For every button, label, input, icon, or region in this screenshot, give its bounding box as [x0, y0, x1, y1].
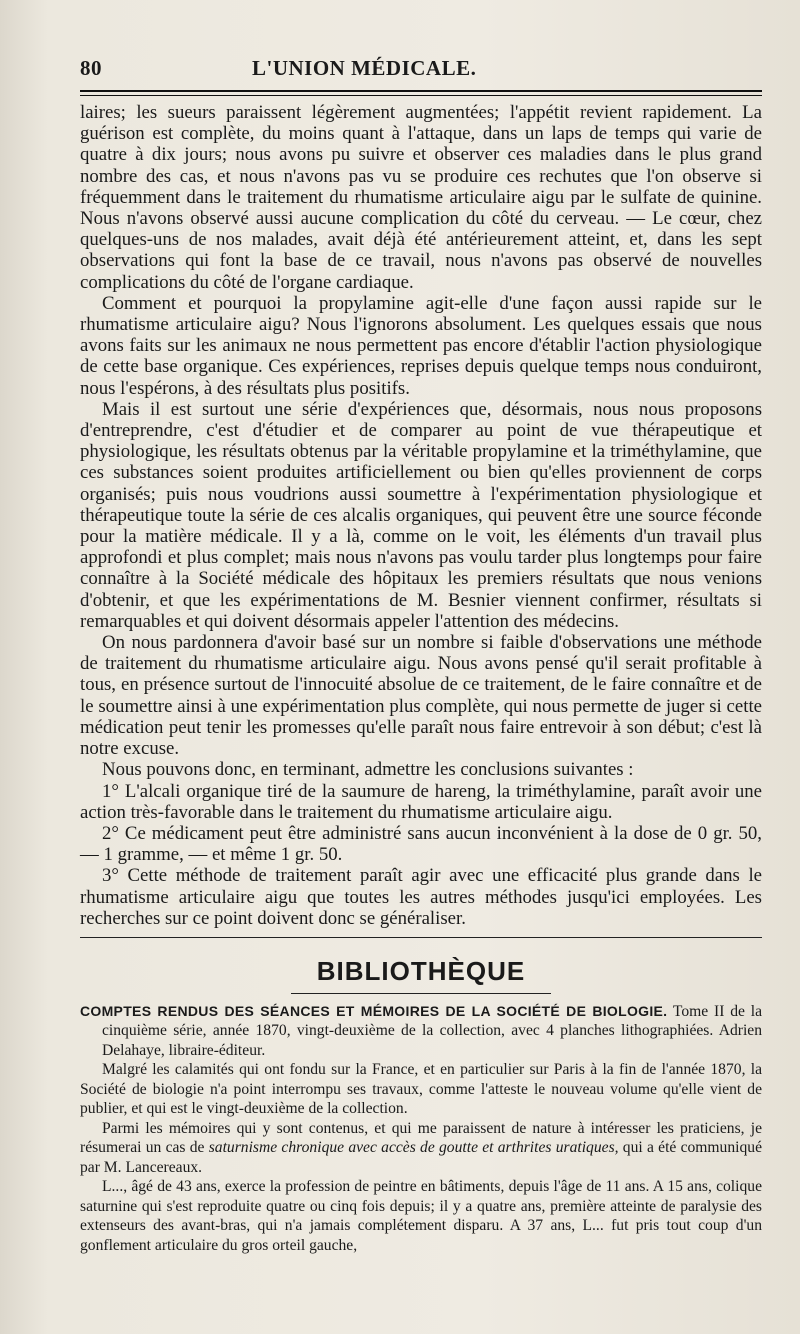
- conclusion-item: 2° Ce médicament peut être administré sans aucun inconvénient à la dose de 0 gr. 50, — 1 gramme, — et même 1 gr. 50.: [80, 822, 762, 866]
- review-text: Parmi les mémoires qui y sont contenus, et qui me paraissent de nature à intéresser les praticiens, je résumerai un cas de: [80, 1119, 762, 1157]
- book-reference: [80, 1002, 762, 1061]
- article-paragraph: Comment et pourquoi la propylamine agit-elle d'une façon aussi rapide sur le rhumatisme articulaire aigu? Nous l'ignorons absolument. Les quelques essais que nous avons faits sur les animaux ne nous permettent pas encore d'établir l'action physiologique de cette base organique. Ces expériences, reprises depuis quelque temps nous conduiront, nous l'espérons, à des résultats plus positifs.: [80, 292, 762, 399]
- bibliotheque-body: [80, 1002, 762, 1256]
- journal-title: L'UNION MÉDICALE.: [252, 56, 477, 80]
- review-paragraph: Malgré les calamités qui ont fondu sur la France, et en particulier sur Paris à la fin de l'année 1870, la Société de biologie n'a point interrompu ses travaux, comme l'atteste le nouveau volume qu'elle vient de publier, et qui est le vingt-deuxième de la collection.: [80, 1061, 762, 1118]
- review-paragraph: [80, 1119, 762, 1178]
- article-paragraph: On nous pardonnera d'avoir basé sur un nombre si faible d'observations une méthode de traitement du rhumatisme articulaire aigu. Nous avons pensé qu'il serait profitable à tous, en présence surtout de l'innocuité absolue de ce traitement, de le faire connaître et de le soumettre ainsi à une expérimentation plus complète, qui nous permette de juger si cette médication peut tenir les promesses qu'elle paraît nous faire entrevoir à son début; c'est là notre excuse.: [80, 632, 762, 760]
- section-heading: BIBLIOTHÈQUE: [316, 955, 526, 986]
- case-title: saturnisme chronique avec accès de goutte et arthrites uratiques,: [208, 1139, 619, 1157]
- conclusion-item: 3° Cette méthode de traitement paraît agir avec une efficacité plus grande dans le rhumatisme articulaire aigu que toutes les autres méthodes jusqu'ici employées. Les recherches sur ce point doivent donc se généraliser.: [80, 865, 762, 929]
- conclusion-item: 1° L'alcali organique tiré de la saumure de hareng, la triméthylamine, paraît avoir une action très-favorable dans le traitement du rhumatisme articulaire aigu.: [80, 780, 762, 823]
- running-header: [80, 56, 762, 86]
- article-body: [80, 102, 762, 929]
- review-paragraph: L..., âgé de 43 ans, exerce la profession de peintre en bâtiments, depuis l'âge de 11 ans. A 15 ans, colique saturnine qui s'est reproduite quatre ou cinq fois depuis; il y a quatre ans, première atteinte de paralysie des extenseurs des avant-bras, qui n'a jamais complétement disparu. A 37 ans, L... fut pris tout coup d'un gonflement articulaire du gros orteil gauche,: [80, 1178, 762, 1254]
- reference-title: COMPTES RENDUS DES SÉANCES ET MÉMOIRES DE LA SOCIÉTÉ DE BIOLOGIE.: [80, 1002, 668, 1019]
- article-paragraph: laires; les sueurs paraissent légèrement augmentées; l'appétit revient rapidement. La guérison est complète, du moins quant à l'attaque, dans un laps de temps qui varie de quatre à dix jours; nous avons pu suivre et observer ces maladies dans le plus grand nombre des cas, et nous n'avons pas vu se produire ces rechutes que l'on observe si fréquemment dans le traitement du rhumatisme articulaire aigu par le sulfate de quinine. Nous n'avons observé aussi aucune complication du côté du cerveau. — Le cœur, chez quelques-uns de nos malades, avait déjà été antérieurement atteint, et, dans les sept observations qui font la base de ce travail, nous n'avons pas observé de nouvelles complications du côté de l'organe cardiaque.: [80, 102, 762, 293]
- header-rule: [80, 90, 762, 96]
- article-paragraph: Nous pouvons donc, en terminant, admettre les conclusions suivantes :: [102, 759, 634, 781]
- section-divider: [80, 937, 762, 938]
- reference-details: Tome II de la cinquième série, année 1870, vingt-deuxième de la collection, avec 4 planches lithographiées. Adrien Delahaye, libraire-éditeur.: [102, 1002, 762, 1059]
- page-number: 80: [80, 56, 102, 80]
- review-text: qui a été communiqué par M. Lancereaux.: [80, 1139, 762, 1176]
- article-paragraph: Mais il est surtout une série d'expériences que, désormais, nous nous proposons d'entreprendre, c'est d'étudier et de comparer au point de vue thérapeutique et physiologique, les résultats obtenus par la véritable propylamine et la triméthylamine, que ces substances soient produites artificiellement ou bien qu'elles proviennent de corps organisés; puis nous voudrions aussi soumettre à l'expérimentation physiologique et thérapeutique toute la série de ces alcalis organiques, qui peuvent être une source féconde pour la matière médicale. Il y a là, comme on le voit, les éléments d'un travail plus approfondi et plus complet; mais nous n'avons pas voulu tarder plus longtemps pour faire connaître à la Société médicale des hôpitaux les premiers résultats que nous venions d'obtenir, et que les expérimentations de M. Besnier viennent confirmer, résultats si remarquables et qui doivent désormais appeler l'attention des médecins.: [80, 398, 762, 632]
- heading-rule: [291, 993, 551, 994]
